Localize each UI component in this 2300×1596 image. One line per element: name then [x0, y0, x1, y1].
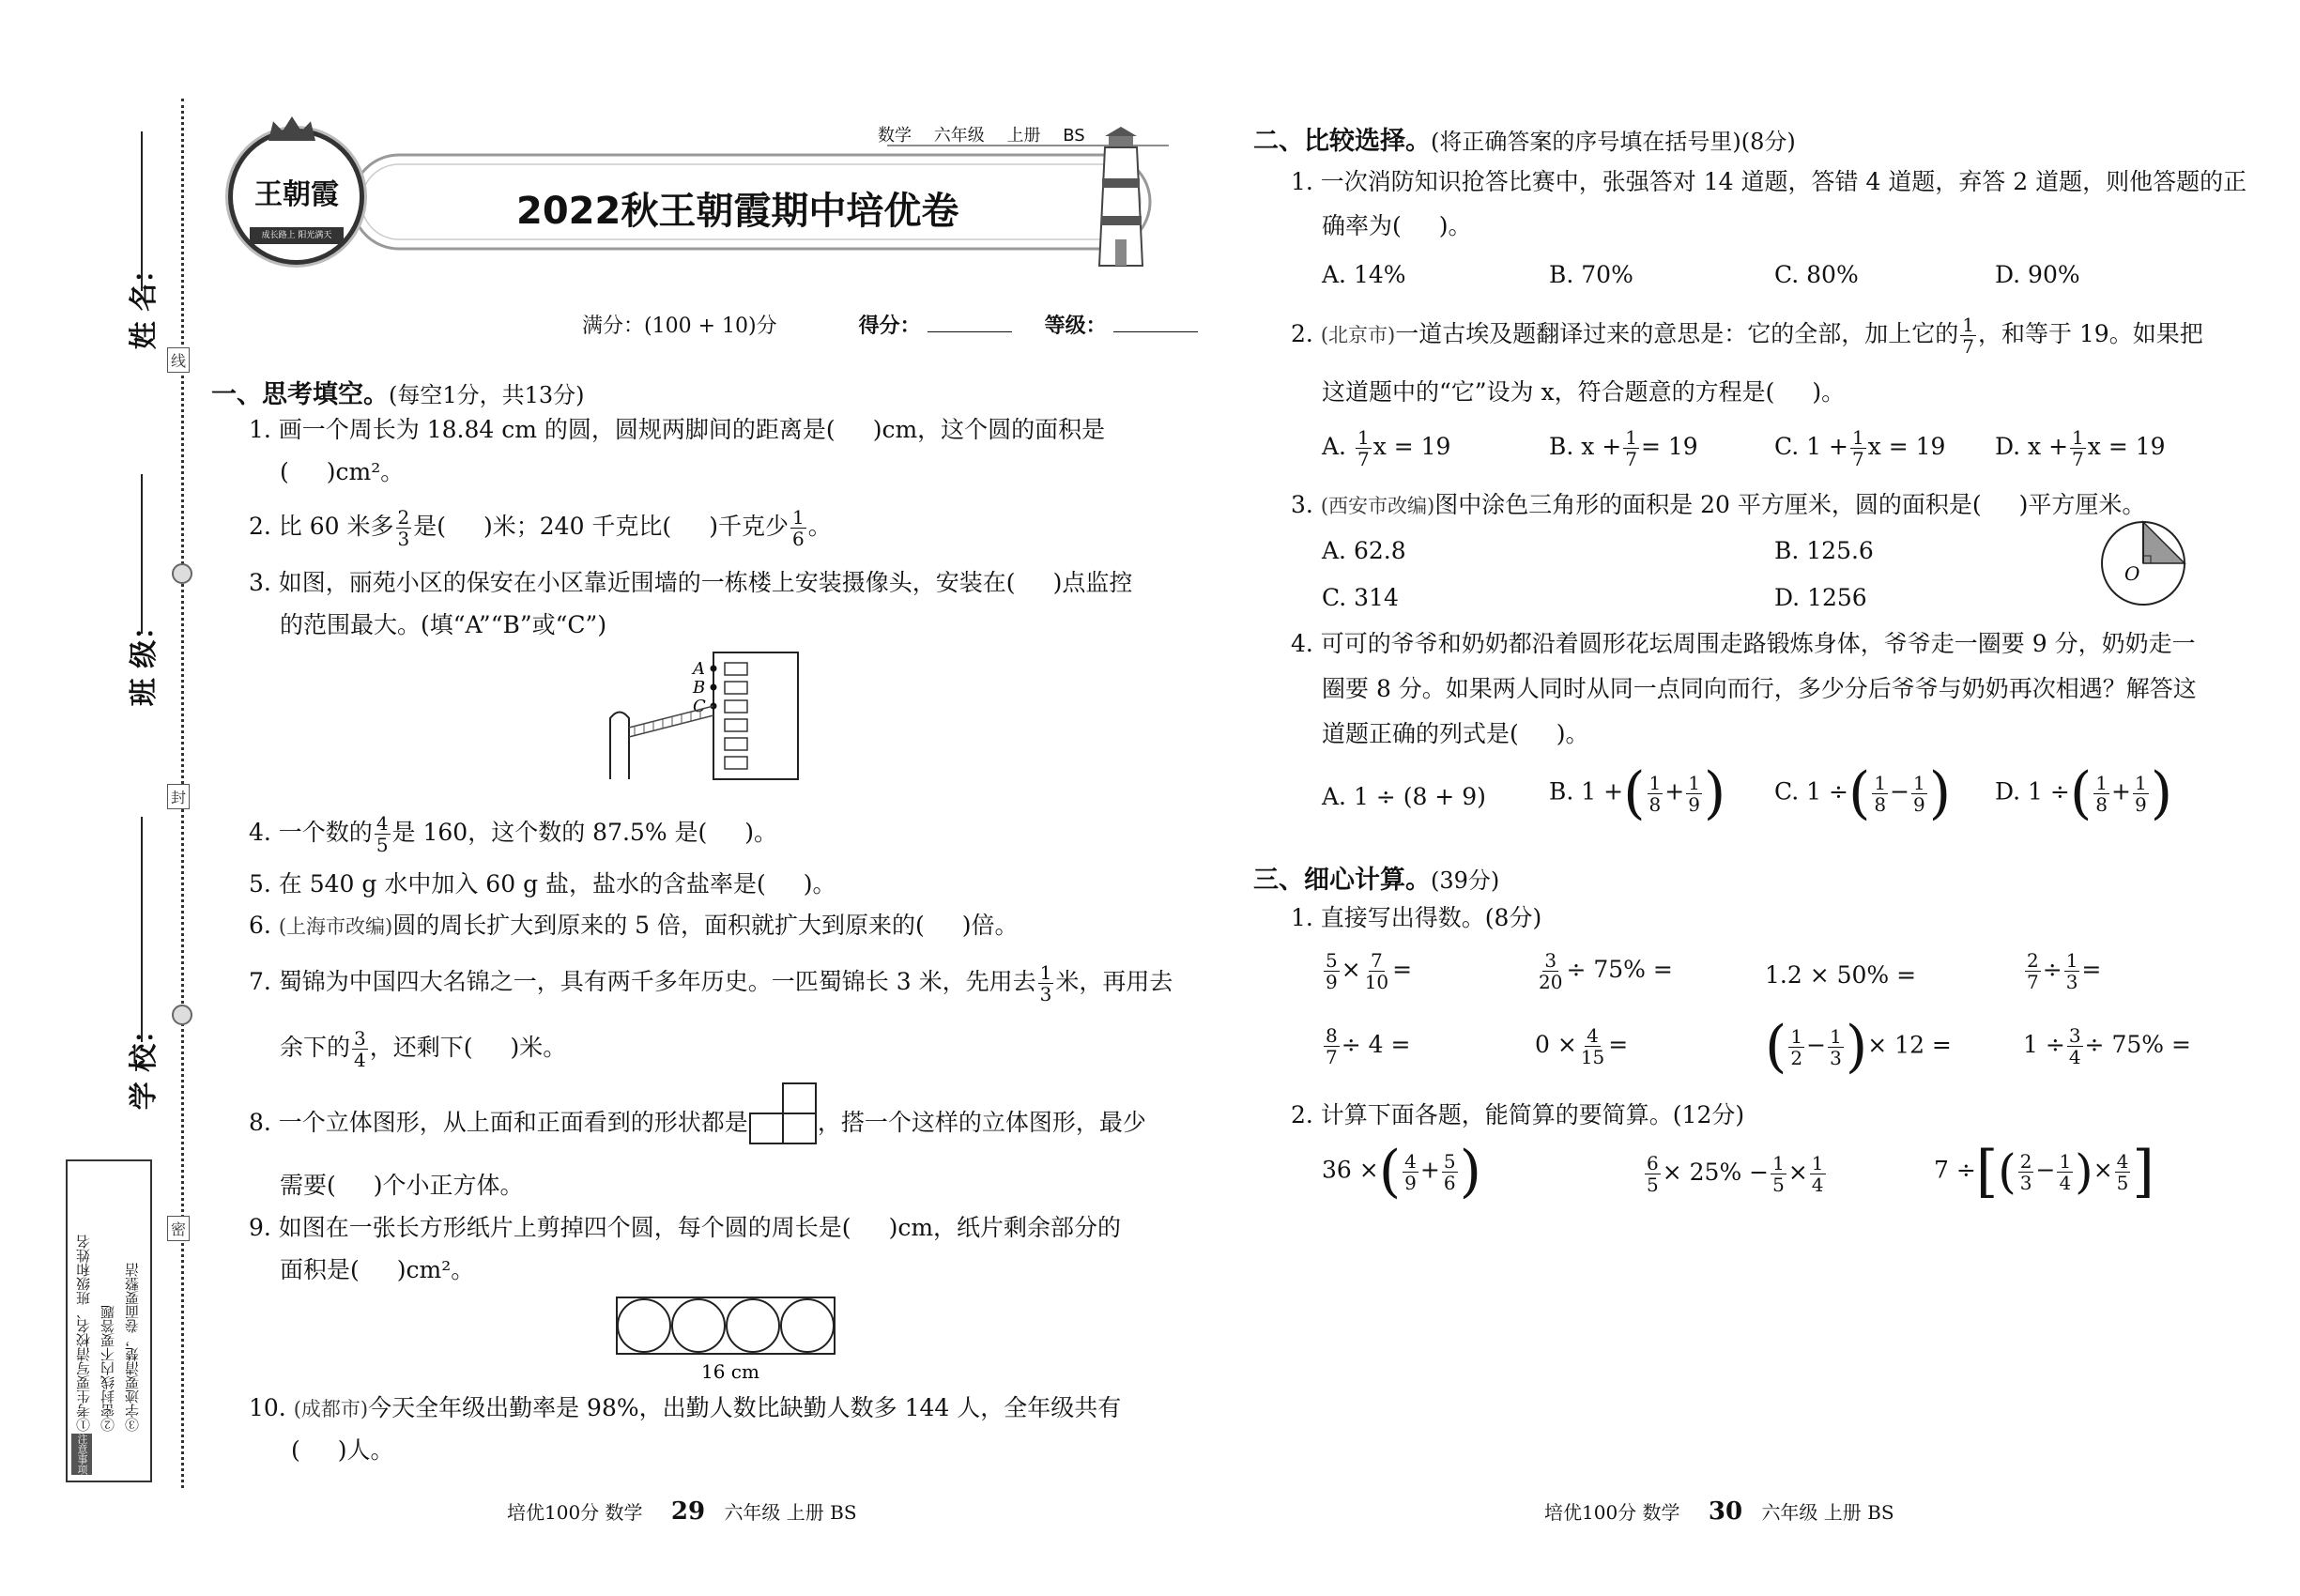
choice-1-option-c[interactable]: C. 80%: [1774, 261, 1859, 288]
seal-char-2: 封: [167, 784, 190, 809]
question-8: 8. 一个立体图形，从上面和正面看到的形状都是 ，搭一个这样的立体图形，最少: [249, 1106, 1146, 1140]
name-label: 姓 名：: [128, 254, 161, 350]
choice-1-option-a[interactable]: A. 14%: [1322, 261, 1406, 288]
choice-4: 4. 可可的爷爷和奶奶都沿着圆形花坛周围走路锻炼身体，爷爷走一圈要 9 分，奶奶走一: [1291, 630, 2196, 657]
question-3: 3. 如图，丽苑小区的保安在小区靠近围墙的一栋楼上安装摄像头，安装在( )点监控: [249, 569, 1133, 596]
grade-blank[interactable]: [1113, 331, 1198, 332]
building-wall-figure: [601, 648, 817, 789]
choice-4-option-a[interactable]: A. 1 ÷ (8 + 9): [1322, 783, 1486, 810]
question-7-cont: 余下的 $\frac{3}{4}$ ，还剩下( )米。: [280, 1027, 567, 1071]
question-6: 6. (上海市改编)圆的周长扩大到原来的 5 倍，面积就扩大到原来的( )倍。: [249, 912, 1019, 939]
cube-view-figure: [748, 1112, 818, 1130]
calc-2-expr-1[interactable]: 36 ×( $\frac{4}{9}$ + $\frac{5}{6}$ ): [1322, 1139, 1481, 1205]
notice-box: [66, 1159, 152, 1482]
logo-badge: [228, 129, 364, 265]
point-b-label: B: [693, 678, 706, 698]
choice-2-option-b[interactable]: B. x + $\frac{1}{7}$ = 19: [1549, 426, 1698, 470]
notice-item: ①考生要写清校名、班级和姓名: [75, 1235, 92, 1432]
school-line: [141, 817, 143, 1042]
question-1: 1. 画一个周长为 18.84 cm 的圆，圆规两脚间的距离是( )cm，这个圆的面积是: [249, 416, 1106, 443]
full-score: 满分：(100 + 10)分: [582, 315, 777, 338]
question-10: 10. (成都市)今天全年级出勤率是 98%，出勤人数比缺勤人数多 144 人，全年级共有: [249, 1394, 1122, 1421]
choice-3: 3. (西安市改编)图中涂色三角形的面积是 20 平方厘米，圆的面积是( )平方厘米。: [1291, 491, 2146, 518]
exam-title: 2022秋王朝霞期中培优卷: [516, 190, 959, 233]
lighthouse-icon: [1084, 127, 1159, 268]
notice-item: ③字迹要清楚，卷面要整洁: [124, 1263, 141, 1432]
subject-tag: BS: [1063, 126, 1085, 146]
question-9: 9. 如图在一张长方形纸片上剪掉四个圆，每个圆的周长是( )cm，纸片剩余部分的: [249, 1214, 1122, 1241]
calc-1-expr-2[interactable]: $\frac{3}{20}$ ÷ 75% =: [1539, 949, 1673, 993]
page-number: 30: [1708, 1497, 1743, 1526]
header-banner: [211, 117, 1188, 272]
calc-1-expr-3[interactable]: 1.2 × 50% =: [1765, 961, 1917, 989]
score-blank[interactable]: [928, 331, 1012, 332]
choice-2-option-c[interactable]: C. 1 + $\frac{1}{7}$ x = 19: [1774, 426, 1946, 470]
choice-4-cont-2: 道题正确的列式是( )。: [1322, 720, 1589, 747]
choice-3-option-d[interactable]: D. 1256: [1774, 584, 1867, 611]
question-3-cont: 的范围最大。(填“A”“B”或“C”): [280, 611, 607, 638]
point-a-label: A: [693, 659, 705, 679]
choice-1: 1. 一次消防知识抢答比赛中，张强答对 14 道题，答错 4 道题，弃答 2 道题，则他答题的正: [1291, 168, 2247, 195]
circle-triangle-figure: [2098, 516, 2192, 610]
calc-1-expr-8[interactable]: 1 ÷ $\frac{3}{4}$ ÷ 75% =: [2023, 1024, 2191, 1068]
choice-2-cont: 这道题中的“它”设为 x，符合题意的方程是( )。: [1322, 378, 1846, 406]
rectangle-circles-figure: [615, 1296, 840, 1389]
subject-tag: 上册: [1006, 126, 1041, 146]
choice-1-cont: 确率为( )。: [1322, 212, 1472, 239]
center-label: O: [2124, 562, 2140, 585]
footer-left: 培优100分 数学 29 六年级 上册 BS: [507, 1497, 857, 1526]
score-row: [582, 310, 1198, 339]
choice-4-option-d[interactable]: D. 1 ÷( $\frac{1}{8}$ + $\frac{1}{9}$ ): [1995, 760, 2173, 826]
choice-4-option-b[interactable]: B. 1 +( $\frac{1}{8}$ + $\frac{1}{9}$ ): [1549, 760, 1726, 826]
question-7: 7. 蜀锦为中国四大名锦之一，具有两千多年历史。一匹蜀锦长 3 米，先用去 $\frac{1}{3}$ 米，再用去: [249, 961, 1173, 1005]
subject-tag: 数学: [878, 126, 912, 146]
screw-icon: [172, 1005, 192, 1025]
calc-1-expr-6[interactable]: 0 × $\frac{4}{15}$ =: [1535, 1024, 1629, 1068]
calc-1-title: 1. 直接写出得数。(8分): [1291, 904, 1542, 931]
subject-tag: 六年级: [933, 126, 985, 146]
point-c-label: C: [693, 697, 706, 716]
school-label: 学 校：: [128, 1015, 161, 1111]
calc-2-title: 2. 计算下面各题，能简算的要简算。(12分): [1291, 1101, 1745, 1128]
choice-3-option-a[interactable]: A. 62.8: [1322, 537, 1406, 564]
grade-label: 等级：: [1044, 315, 1107, 338]
calc-1-expr-7[interactable]: ( $\frac{1}{2}$ − $\frac{1}{3}$ )× 12 =: [1765, 1014, 1952, 1080]
question-2: 2. 比 60 米多 $\frac{2}{3}$ 是( )米；240 千克比( )千克少 $\frac{1}{6}$ 。: [249, 506, 832, 550]
page-number: 29: [670, 1497, 706, 1526]
subject-tags: [878, 122, 1085, 146]
choice-1-option-b[interactable]: B. 70%: [1549, 261, 1633, 288]
section-2-title: 二、比较选择。(将正确答案的序号填在括号里)(8分): [1253, 127, 1796, 156]
logo-ribbon: 成长路上 阳光满天: [250, 227, 344, 244]
screw-icon: [172, 563, 192, 584]
question-8-cont: 需要( )个小正方体。: [280, 1172, 524, 1199]
notice-title: 注意事项: [71, 1434, 92, 1475]
score-label: 得分：: [858, 315, 921, 338]
calc-2-expr-3[interactable]: 7 ÷[( $\frac{2}{3}$ − $\frac{1}{4}$ )× $\frac{4}{5}$ ]: [1934, 1139, 2154, 1205]
question-9-cont: 面积是( )cm²。: [280, 1256, 475, 1283]
question-5: 5. 在 540 g 水中加入 60 g 盐，盐水的含盐率是( )。: [249, 870, 836, 898]
width-label: 16 cm: [701, 1360, 759, 1383]
class-label: 班 级：: [128, 611, 161, 707]
question-4: 4. 一个数的 $\frac{4}{5}$ 是 160，这个数的 87.5% 是( )。: [249, 812, 778, 856]
calc-1-expr-5[interactable]: $\frac{8}{7}$ ÷ 4 =: [1326, 1024, 1411, 1068]
class-line: [141, 474, 143, 634]
choice-2: 2. (北京市)一道古埃及题翻译过来的意思是：它的全部，加上它的 $\frac{1}{7}$ ，和等于 19。如果把: [1291, 314, 2203, 358]
choice-4-cont-1: 圈要 8 分。如果两人同时从同一点同向而行，多少分后爷爷与奶奶再次相遇？解答这: [1322, 675, 2197, 702]
calc-1-expr-1[interactable]: $\frac{5}{9}$ × $\frac{7}{10}$ =: [1326, 949, 1413, 993]
footer-right: 培优100分 数学 30 六年级 上册 BS: [1544, 1497, 1894, 1526]
calc-2-expr-2[interactable]: $\frac{6}{5}$ × 25% − $\frac{1}{5}$ × $\frac{1}{4}$: [1647, 1152, 1824, 1196]
seal-char-3: 密: [167, 1216, 190, 1241]
notice-item: ②密封线内不要答题: [100, 1305, 116, 1432]
section-1-title: 一、思考填空。(每空1分，共13分): [211, 380, 585, 409]
seal-char-1: 线: [167, 347, 190, 373]
section-3-title: 三、细心计算。(39分): [1253, 866, 1500, 895]
question-1-cont: ( )cm²。: [280, 458, 405, 485]
choice-3-option-b[interactable]: B. 125.6: [1774, 537, 1874, 564]
choice-3-option-c[interactable]: C. 314: [1322, 584, 1399, 611]
logo-text: 王朝霞: [254, 178, 339, 211]
choice-2-option-d[interactable]: D. x + $\frac{1}{7}$ x = 19: [1995, 426, 2166, 470]
question-10-cont: ( )人。: [291, 1436, 394, 1464]
choice-1-option-d[interactable]: D. 90%: [1995, 261, 2080, 288]
calc-1-expr-4[interactable]: $\frac{2}{7}$ ÷ $\frac{1}{3}$ =: [2027, 949, 2102, 993]
choice-4-option-c[interactable]: C. 1 ÷( $\frac{1}{8}$ − $\frac{1}{9}$ ): [1774, 760, 1952, 826]
choice-2-option-a[interactable]: A. $\frac{1}{7}$ x = 19: [1322, 426, 1451, 470]
binding-margin: [0, 0, 188, 1596]
